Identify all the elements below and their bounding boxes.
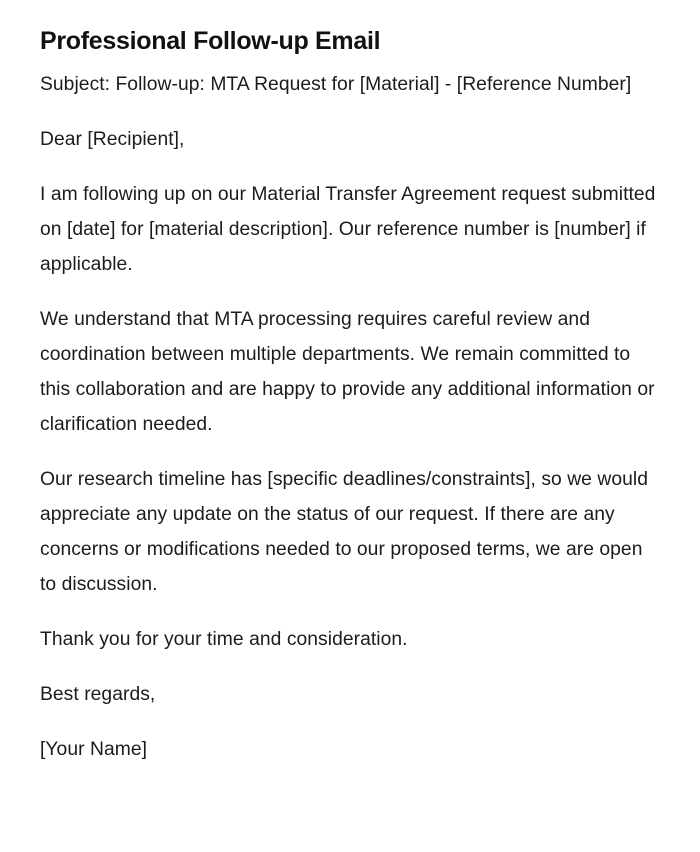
email-subject: Subject: Follow-up: MTA Request for [Material] - [Reference Number] xyxy=(40,74,632,95)
email-closing: Best regards, xyxy=(40,684,156,705)
page-title: Professional Follow-up Email xyxy=(40,27,381,55)
email-greeting: Dear [Recipient], xyxy=(40,129,185,150)
body-paragraph-understanding: We understand that MTA processing requires careful review and coordination between multiple departments. We remain committed to this collaboration and are happy to provide any additional information or clarification needed. xyxy=(40,309,655,435)
body-paragraph-thanks: Thank you for your time and consideration. xyxy=(40,629,408,650)
body-paragraph-timeline: Our research timeline has [specific deadlines/constraints], so we would appreciate any update on the status of our request. If there are any concerns or modifications needed to our proposed terms, we are open to discussion. xyxy=(40,469,648,595)
email-signature: [Your Name] xyxy=(40,739,148,760)
body-paragraph-follow-up: I am following up on our Material Transfer Agreement request submitted on [date] for [material description]. Our reference number is [number] if applicable. xyxy=(40,184,656,275)
